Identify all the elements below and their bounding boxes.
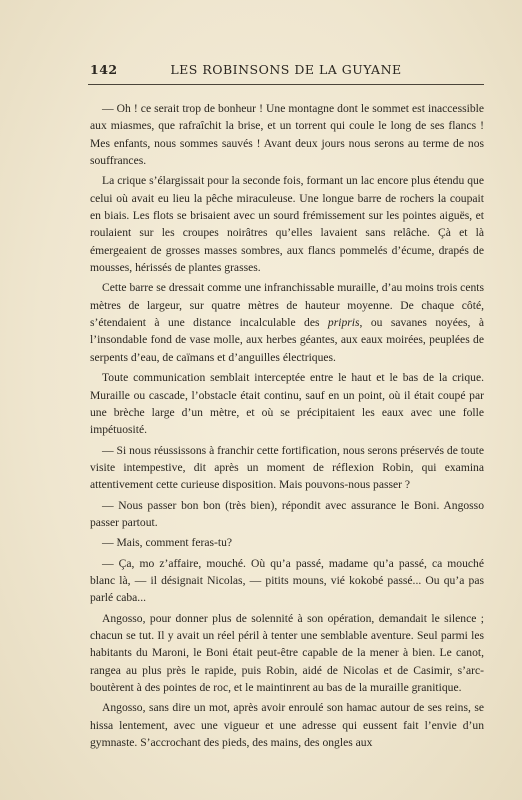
paragraph: Angosso, sans dire un mot, après avoir enroulé son hamac autour de ses reins, se hissa lentement, avec une vigueur et une adresse qui eussent fait l’envie d’un gymnaste. S’accrochant des pieds, des mains, des ongles aux	[90, 701, 484, 750]
paragraph: — Mais, comment feras-tu?	[102, 536, 233, 550]
paragraph: — Oh ! ce serait trop de bonheur ! Une montagne dont le sommet est inaccessible aux miasmes, que rafraîchit la brise, et un torrent qui coule le long de ses flancs ! Mes enfants, nous sommes sauvés ! Avant deux jours nous serons au terme de nos souffrances.	[90, 102, 484, 168]
header-rule	[88, 84, 484, 85]
italic-term: pripris	[327, 316, 360, 330]
paragraph	[90, 279, 484, 366]
page-header	[90, 62, 482, 80]
page-body	[90, 100, 484, 754]
page-number: 142	[90, 62, 118, 77]
paragraph: Angosso, pour donner plus de solennité à son opération, demandait le silence ; chacun se tut. Il y avait un réel péril à tenter une semblable aventure. Seul parmi les habitants du Maroni, le Boni était peut-être capable de la mener à bien. Le canot, rangea au plus près le rapide, puis Robin, aidé de Nicolas et de Casimir, s’arc-boutèrent à des pointes de roc, et le maintinrent au bas de la muraille granitique.	[90, 611, 484, 694]
paragraph-text: Cette barre se dressait comme une infranchissable muraille, d’au moins trois cents mètres de largeur, sur quatre mètres de hauteur moyenne. De chaque côté, s’étendaient à une distance incalculable des	[90, 281, 484, 330]
running-title: LES ROBINSONS DE LA GUYANE	[170, 62, 402, 77]
paragraph-text-tail: , ou savanes noyées, à l’insondable fond de vase molle, aux herbes géantes, aux eaux moirées, peuplées de serpents d’eau, de caïmans et d’anguilles électriques.	[90, 316, 484, 364]
paragraph: — Nous passer bon bon (très bien), répondit avec assurance le Boni. Angosso passer partout.	[90, 498, 484, 529]
paragraph: La crique s’élargissait pour la seconde fois, formant un lac encore plus étendu que celui où avait eu lieu la pêche miraculeuse. Une longue barre de rochers la coupait en biais. Les flots se brisaient avec un sourd frémissement sur les pointes aiguës, et roulaient sur les croupes noirâtres qu’elles lavaient sans relâche. Çà et là émergeaient de grosses masses sombres, aux flancs pommelés d’écume, drapés de mousses, hérissés de plantes grasses.	[90, 174, 484, 275]
paragraph: Toute communication semblait interceptée entre le haut et le bas de la crique. Muraille ou cascade, l’obstacle était continu, sauf en un point, où il était coupé par une brèche large d’un mètre, et où se précipitaient les eaux avec une folle impétuosité.	[90, 371, 484, 437]
paragraph: — Ça, mo z’affaire, mouché. Où qu’a passé, madame qu’a passé, ca mouché blanc là, — il désignait Nicolas, — pitits mouns, vié kokobé passé... Ou qu’a pas parlé caba...	[90, 556, 484, 605]
paragraph: — Si nous réussissons à franchir cette fortification, nous serons préservés de toute visite intempestive, dit après un moment de réflexion Robin, qui examina attentivement cette curieuse disposition. Mais pouvons-nous passer ?	[90, 443, 484, 492]
